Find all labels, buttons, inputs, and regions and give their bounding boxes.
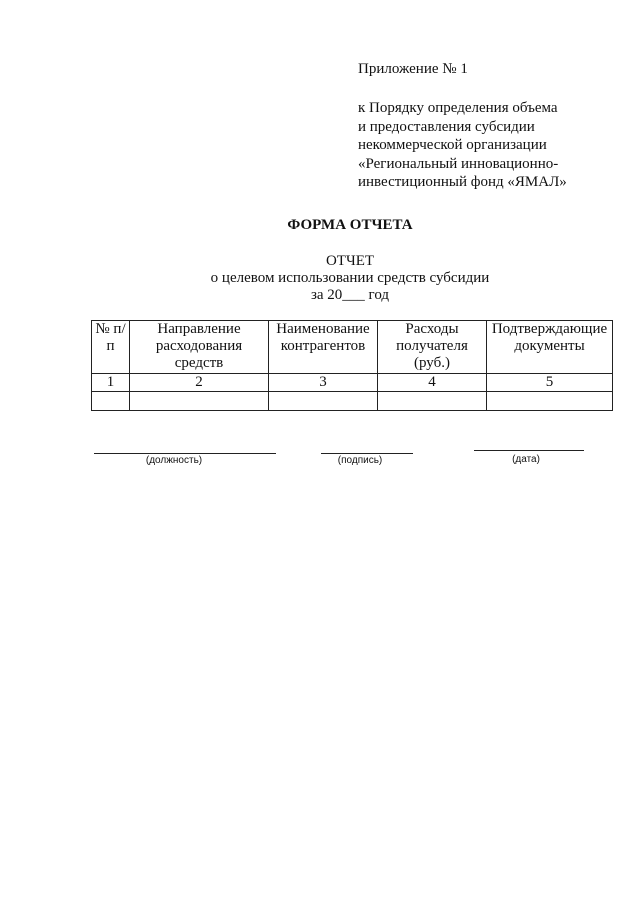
table-cell xyxy=(269,392,378,411)
signature-position xyxy=(94,453,276,466)
sign-caption: (подпись) xyxy=(337,455,383,466)
report-period: за 20___ год xyxy=(310,287,390,303)
header-contractors: Наименование контрагентов xyxy=(269,321,378,374)
signature-sign xyxy=(321,453,413,466)
table-header-row xyxy=(92,321,613,374)
table-cell xyxy=(130,392,269,411)
appendix-line: некоммерческой организации xyxy=(358,137,547,153)
header-direction: Направление расходования средств xyxy=(130,321,269,374)
position-line xyxy=(94,453,276,454)
report-heading xyxy=(0,253,640,304)
date-line xyxy=(474,450,584,451)
appendix-line: «Региональный инновационно- xyxy=(358,155,559,172)
date-caption: (дата) xyxy=(512,454,540,465)
appendix-reference xyxy=(358,99,567,192)
signature-date xyxy=(474,450,584,465)
report-table xyxy=(91,320,613,411)
appendix-block xyxy=(358,60,567,192)
table-cell: 4 xyxy=(378,374,487,392)
table-cell: 5 xyxy=(487,374,613,392)
header-expenses: Расходы получателя (руб.) xyxy=(378,321,487,374)
table-cell: 3 xyxy=(269,374,378,392)
table-cell xyxy=(378,392,487,411)
appendix-line: и предоставления субсидии xyxy=(358,118,535,135)
table-cell: 2 xyxy=(130,374,269,392)
appendix-line: инвестиционный фонд «ЯМАЛ» xyxy=(358,174,567,190)
position-caption: (должность) xyxy=(145,455,203,466)
form-heading: ФОРМА ОТЧЕТА xyxy=(287,217,413,233)
report-subtitle: о целевом использовании средств субсидии xyxy=(210,270,490,286)
appendix-title: Приложение № 1 xyxy=(358,61,468,77)
table-cell xyxy=(92,392,130,411)
header-number: № п/п xyxy=(92,321,130,374)
appendix-line: к Порядку определения объема xyxy=(358,100,558,116)
table-numbering-row xyxy=(92,374,613,392)
report-title: ОТЧЕТ xyxy=(325,253,375,269)
table-empty-row xyxy=(92,392,613,411)
table-cell xyxy=(487,392,613,411)
table-cell: 1 xyxy=(92,374,130,392)
sign-line xyxy=(321,453,413,454)
header-documents: Подтверждающие документы xyxy=(487,321,613,374)
